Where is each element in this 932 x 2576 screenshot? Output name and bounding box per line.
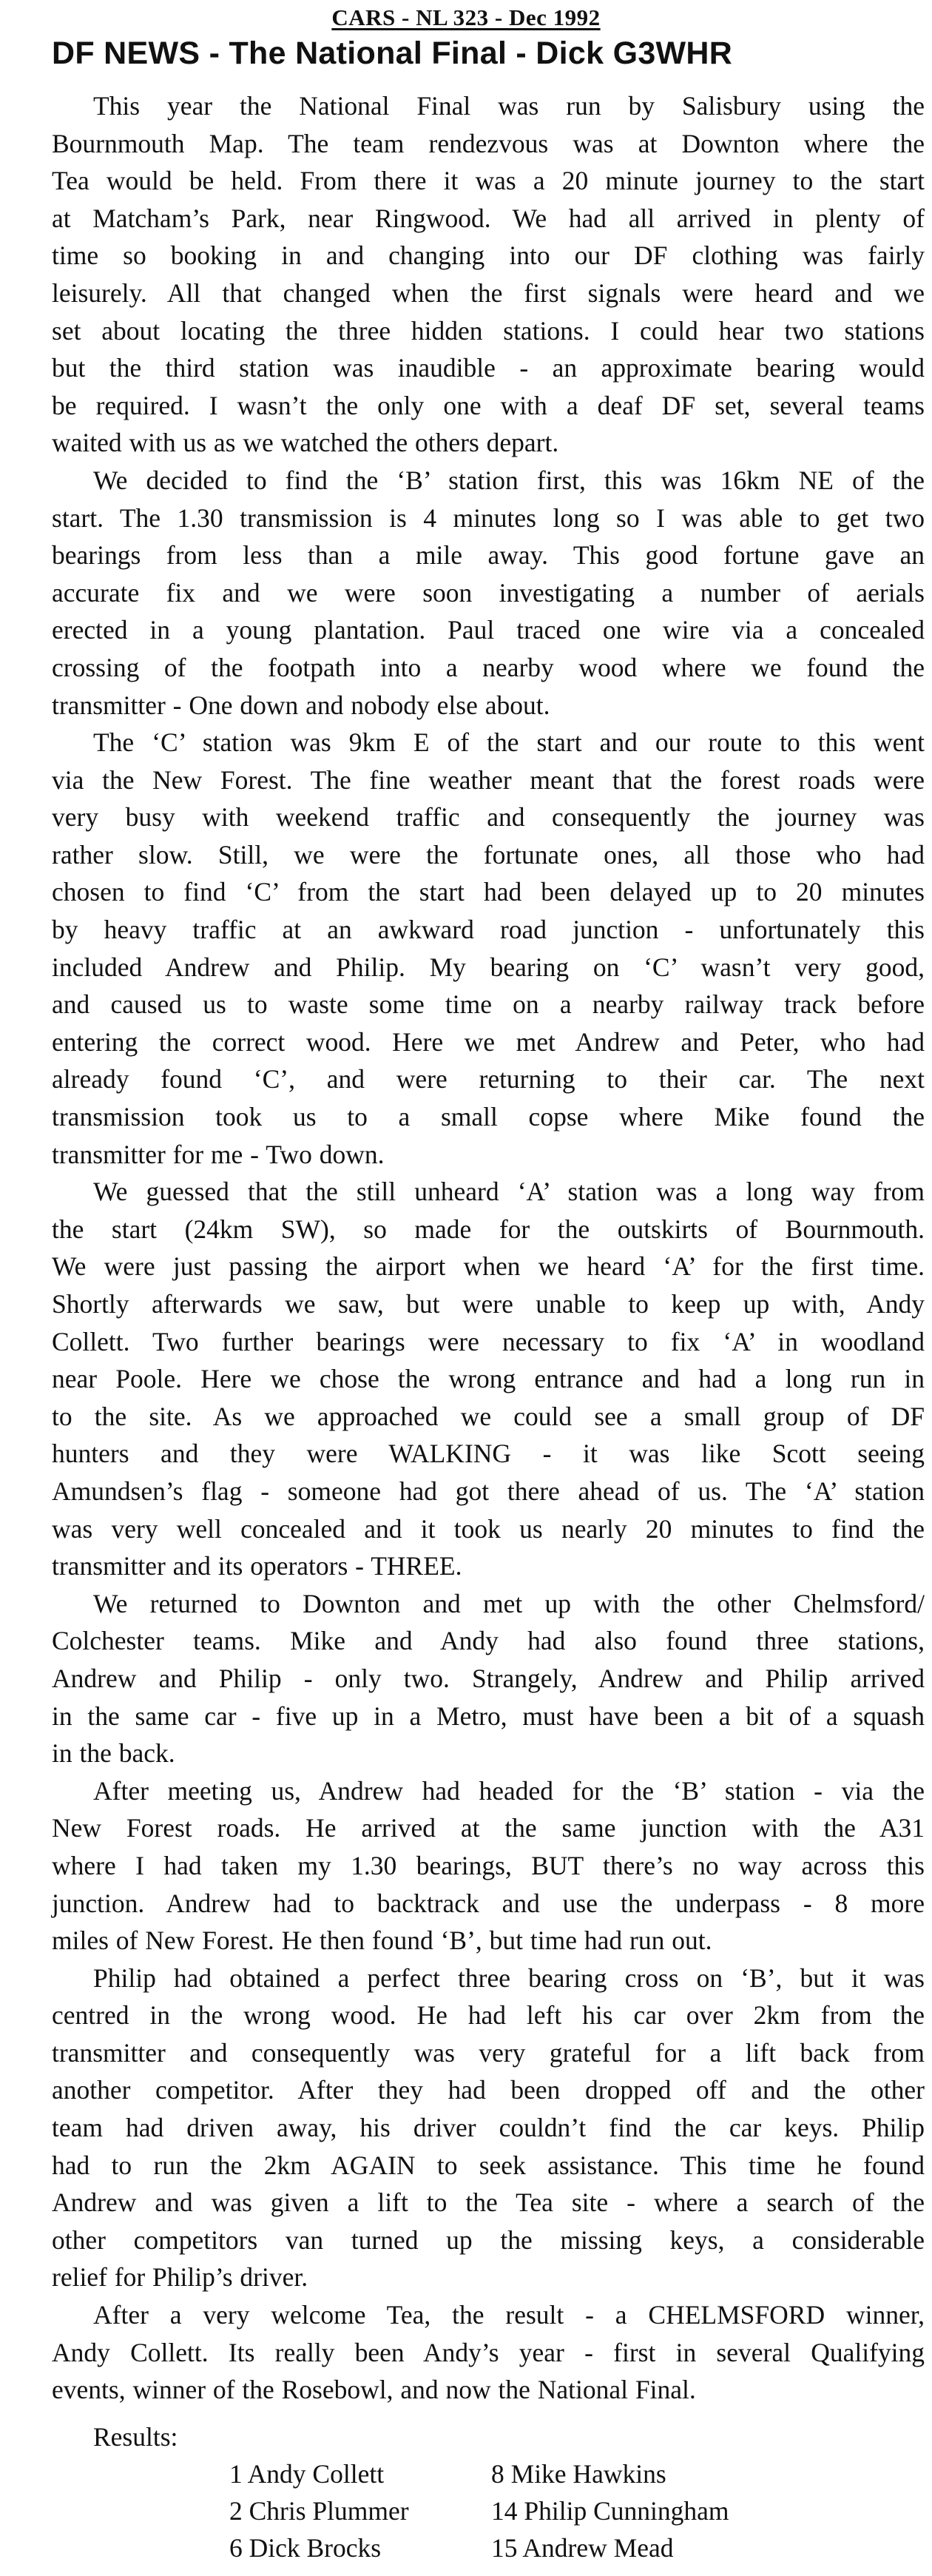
text-line: time so booking in and changing into our DF clothing was fairly	[52, 241, 925, 271]
article-paragraph	[52, 724, 925, 1173]
text-line: at Matcham’s Park, near Ringwood. We had all arrived in plenty of	[52, 203, 925, 233]
article-paragraph	[52, 1585, 925, 1772]
text-line: transmitter and its operators - THREE.	[52, 1551, 462, 1581]
text-line: waited with us as we watched the others depart.	[52, 428, 559, 458]
text-line: relief for Philip’s driver.	[52, 2262, 308, 2293]
text-line: After a very welcome Tea, the result - a CHELMSFORD winner,	[93, 2300, 925, 2330]
article-body	[52, 87, 925, 2409]
text-line: in the same car - five up in a Metro, must have been a bit of a squash	[52, 1701, 925, 1731]
text-line: transmitter and consequently was very grateful for a lift back from	[52, 2037, 925, 2068]
result-entry: 15 Andrew Mead	[491, 2533, 674, 2563]
result-entry: 1 Andy Collett	[229, 2459, 385, 2489]
article-paragraph	[52, 462, 925, 724]
text-line: entering the correct wood. Here we met Andrew and Peter, who had	[52, 1026, 925, 1057]
text-line: New Forest roads. He arrived at the same junction with the A31	[52, 1813, 925, 1843]
text-line: in the back.	[52, 1738, 175, 1769]
text-line: Andrew and was given a lift to the Tea site - where a search of the	[52, 2187, 925, 2218]
text-line: team had driven away, his driver couldn’t find the car keys. Philip	[52, 2113, 925, 2143]
article-title: DF NEWS - The National Final - Dick G3WHR	[52, 36, 733, 71]
text-line: where I had taken my 1.30 bearings, BUT there’s no way across this	[52, 1850, 925, 1880]
text-line: start. The 1.30 transmission is 4 minutes long so I was able to get two	[52, 502, 925, 533]
text-line: was very well concealed and it took us nearly 20 minutes to find the	[52, 1513, 925, 1544]
text-line: had to run the 2km AGAIN to seek assistance. This time he found	[52, 2150, 925, 2180]
text-line: already found ‘C’, and were returning to their car. The next	[52, 1064, 925, 1094]
text-line: set about locating the three hidden stations. I could hear two stations	[52, 315, 925, 346]
text-line: included Andrew and Philip. My bearing on ‘C’ wasn’t very good,	[52, 952, 925, 982]
results-label: Results:	[93, 2422, 178, 2452]
text-line: events, winner of the Rosebowl, and now the National Final.	[52, 2375, 696, 2405]
text-line: Andrew and Philip - only two. Strangely, Andrew and Philip arrived	[52, 1663, 925, 1693]
text-line: transmission took us to a small copse where Mike found the	[52, 1102, 925, 1132]
result-entry: 14 Philip Cunningham	[491, 2496, 729, 2526]
text-line: be required. I wasn’t the only one with a deaf DF set, several teams	[52, 390, 925, 420]
results-section	[52, 2418, 925, 2574]
text-line: Philip had obtained a perfect three bearing cross on ‘B’, but it was	[93, 1963, 925, 1993]
text-line: accurate fix and we were soon investigating a number of aerials	[52, 577, 925, 608]
article-paragraph	[52, 87, 925, 462]
text-line: We were just passing the airport when we heard ‘A’ for the first time.	[52, 1251, 925, 1282]
issue-line: CARS - NL 323 - Dec 1992	[331, 4, 601, 30]
text-line: via the New Forest. The fine weather meant that the forest roads were	[52, 764, 925, 795]
text-line: Shortly afterwards we saw, but were unable to keep up with, Andy	[52, 1289, 925, 1319]
text-line: other competitors van turned up the missing keys, a considerable	[52, 2224, 925, 2255]
text-line: chosen to find ‘C’ from the start had been delayed up to 20 minutes	[52, 877, 925, 907]
text-line: junction. Andrew had to backtrack and use the underpass - 8 more	[52, 1888, 925, 1918]
text-line: The ‘C’ station was 9km E of the start and our route to this went	[93, 727, 925, 758]
text-line: by heavy traffic at an awkward road junction - unfortunately this	[52, 915, 925, 945]
text-line: erected in a young plantation. Paul traced one wire via a concealed	[52, 615, 925, 645]
text-line: miles of New Forest. He then found ‘B’, but time had run out.	[52, 1926, 712, 1956]
text-line: another competitor. After they had been dropped off and the other	[52, 2075, 925, 2105]
text-line: bearings from less than a mile away. This good fortune gave an	[52, 540, 925, 571]
text-line: Collett. Two further bearings were necessary to fix ‘A’ in woodland	[52, 1326, 925, 1356]
newsletter-header	[0, 4, 932, 31]
text-line: hunters and they were WALKING - it was like Scott seeing	[52, 1439, 925, 1469]
text-line: transmitter - One down and nobody else about.	[52, 690, 550, 720]
text-line: crossing of the footpath into a nearby wood where we found the	[52, 652, 925, 682]
text-line: rather slow. Still, we were the fortunate ones, all those who had	[52, 839, 925, 870]
text-line: and caused us to waste some time on a nearby railway track before	[52, 989, 925, 1020]
text-line: very busy with weekend traffic and consequently the journey was	[52, 802, 925, 833]
text-line: to the site. As we approached we could see a small group of DF	[52, 1401, 925, 1431]
text-line: Tea would be held. From there it was a 20 minute journey to the start	[52, 166, 925, 196]
article-paragraph	[52, 2296, 925, 2409]
text-line: centred in the wrong wood. He had left his car over 2km from the	[52, 2000, 925, 2031]
article-paragraph	[52, 1173, 925, 1585]
text-line: Colchester teams. Mike and Andy had also found three stations,	[52, 1626, 925, 1656]
text-line: After meeting us, Andrew had headed for the ‘B’ station - via the	[93, 1775, 925, 1806]
text-line: We guessed that the still unheard ‘A’ station was a long way from	[93, 1177, 925, 1207]
text-line: but the third station was inaudible - an approximate bearing would	[52, 353, 925, 383]
text-line: transmitter for me - Two down.	[52, 1139, 385, 1169]
result-entry: 2 Chris Plummer	[229, 2496, 409, 2526]
text-line: near Poole. Here we chose the wrong entrance and had a long run in	[52, 1364, 925, 1394]
text-line: We returned to Downton and met up with the other Chelmsford/	[93, 1588, 925, 1618]
text-line: Andy Collett. Its really been Andy’s year - first in several Qualifying	[52, 2337, 925, 2367]
text-line: Amundsen’s flag - someone had got there ahead of us. The ‘A’ station	[52, 1476, 925, 1506]
text-line: the start (24km SW), so made for the outskirts of Bournmouth.	[52, 1214, 925, 1244]
article-paragraph	[52, 1960, 925, 2296]
article-paragraph	[52, 1772, 925, 1960]
result-entry: 8 Mike Hawkins	[491, 2459, 666, 2489]
text-line: We decided to find the ‘B’ station first, this was 16km NE of the	[93, 465, 925, 495]
results-table	[52, 2455, 925, 2574]
result-entry: 6 Dick Brocks	[229, 2533, 382, 2563]
text-line: This year the National Final was run by Salisbury using the	[93, 91, 925, 121]
text-line: leisurely. All that changed when the first signals were heard and we	[52, 278, 925, 308]
text-line: Bournmouth Map. The team rendezvous was at Downton where the	[52, 128, 925, 158]
